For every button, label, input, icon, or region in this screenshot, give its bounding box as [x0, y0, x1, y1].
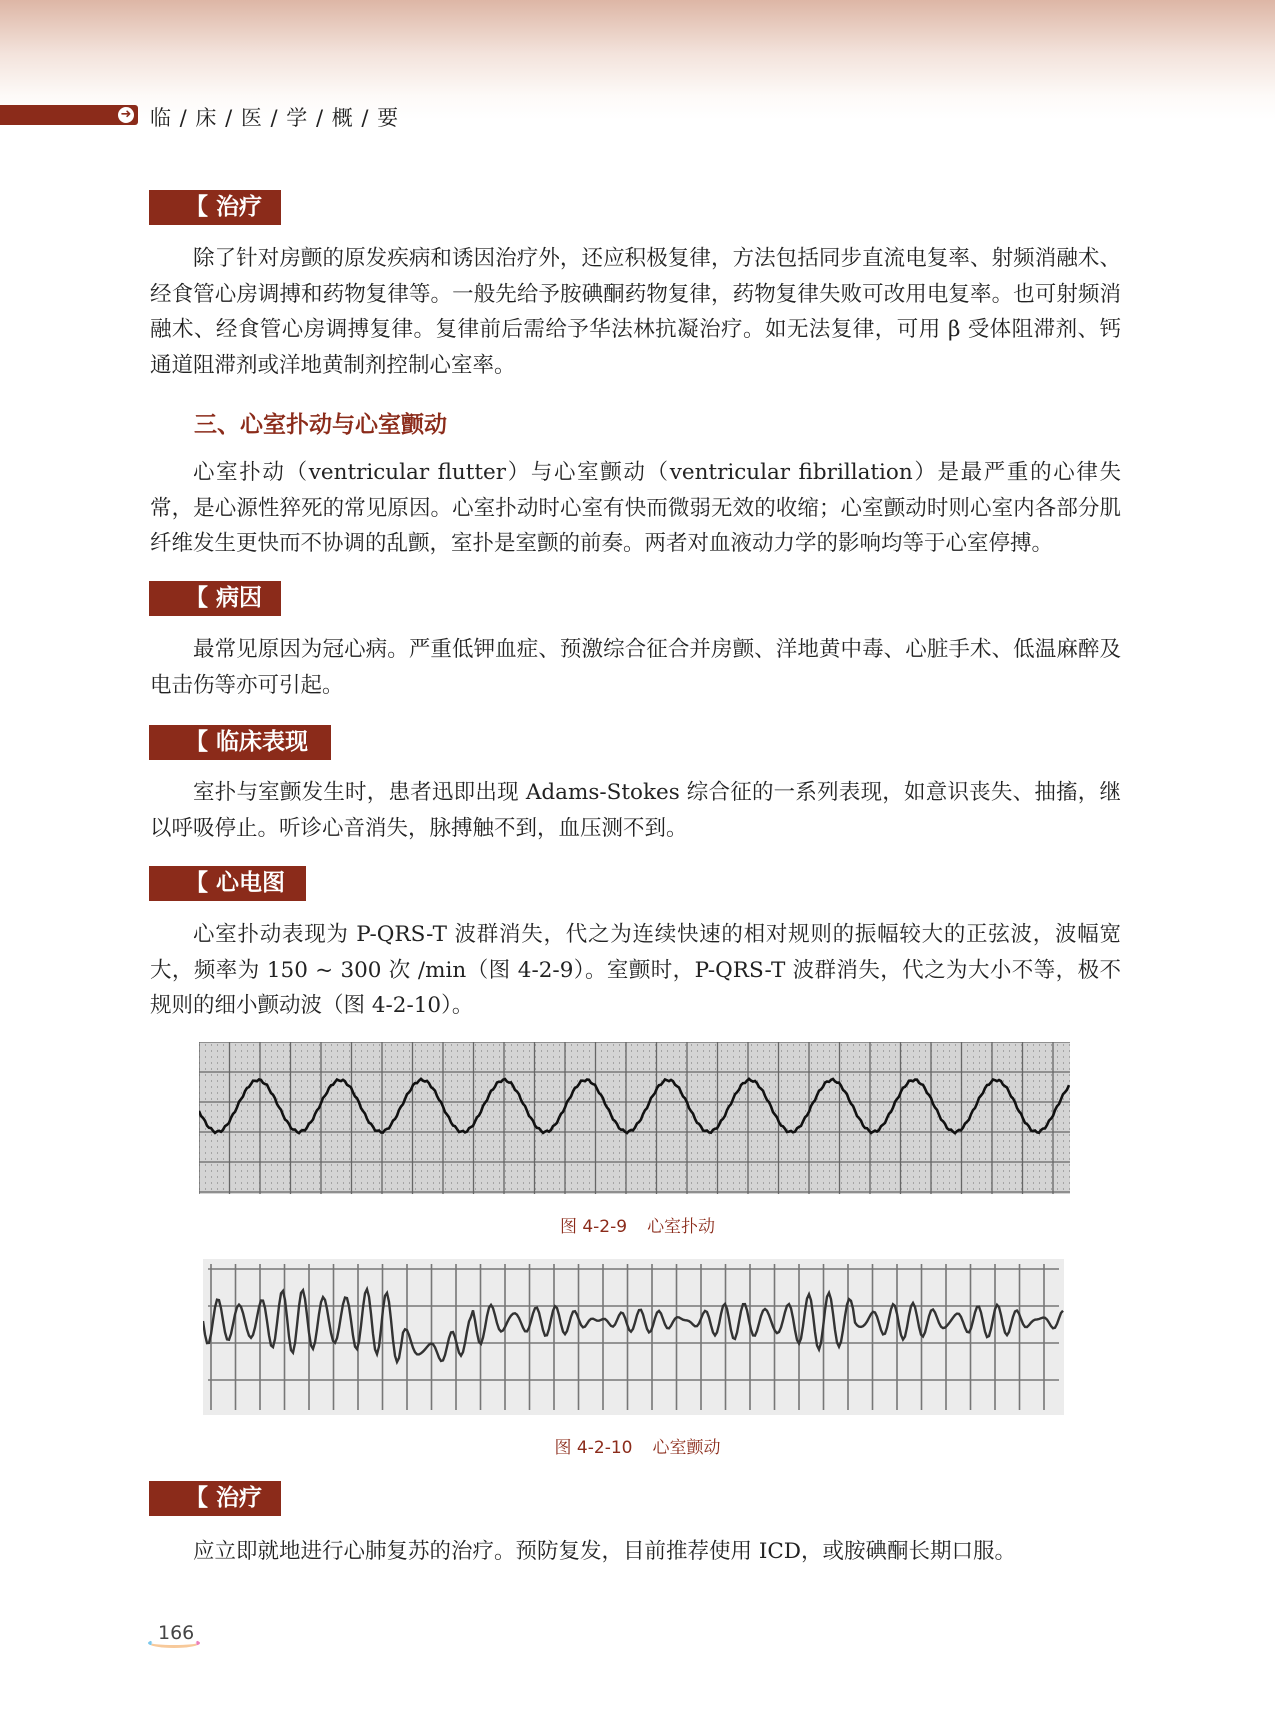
ecg-ventricular-flutter-figure — [199, 1042, 1070, 1194]
figure-number: 图 4-2-9 — [559, 1217, 628, 1237]
ecg-paragraph: 心室扑动表现为 P-QRS-T 波群消失，代之为连续快速的相对规则的振幅较大的正弦波，波幅宽大，频率为 150 ~ 300 次 /min（图 4-2-9）。室颤时，P-QRS-T 波群消失，代之为大小不等，极不规则的细小颤动波（图 4-2-10）。 — [150, 922, 1121, 1018]
section-tag-treatment-2: 【 治疗 】 — [149, 1481, 281, 1516]
ecg-ventricular-fibrillation-figure — [203, 1259, 1064, 1415]
clinical-paragraph: 室扑与室颤发生时，患者迅即出现 Adams-Stokes 综合征的一系列表现，如意识丧失、抽搐，继以呼吸停止。听诊心音消失，脉搏触不到，血压测不到。 — [150, 780, 1121, 841]
treatment2-paragraph: 应立即就地进行心肺复苏的治疗。预防复发，目前推荐使用 ICD，或胺碘酮长期口服。 — [193, 1539, 1017, 1564]
section-heading: 三、心室扑动与心室颤动 — [194, 412, 447, 438]
figure-caption-2 — [0, 1433, 1275, 1458]
page-number: 166 — [148, 1622, 202, 1652]
intro-paragraph: 心室扑动（ventricular flutter）与心室颤动（ventricular fibrillation）是最严重的心律失常，是心源性猝死的常见原因。心室扑动时心室有快而微弱无效的收缩；心室颤动时则心室内各部分肌纤维发生更快而不协调的乱颤，室扑是室颤的前奏。两者对血液动力学的影响均等于心室停搏。 — [150, 460, 1121, 556]
treatment-paragraph: 除了针对房颤的原发疾病和诱因治疗外，还应积极复律，方法包括同步直流电复率、射频消融术、经食管心房调搏和药物复律等。一般先给予胺碘酮药物复律，药物复律失败可改用电复率。也可射频消融术、经食管心房调搏复律。复律前后需给予华法林抗凝治疗。如无法复律，可用 β 受体阻滞剂、钙通道阻滞剂或洋地黄制剂控制心室率。 — [150, 246, 1121, 378]
section-tag-treatment: 【 治疗 】 — [149, 190, 281, 225]
header-bar — [0, 105, 138, 125]
section-tag-etiology: 【 病因 】 — [149, 581, 281, 616]
section-tag-ecg: 【 心电图 】 — [149, 866, 306, 901]
arrow-right-circle-icon: ➜ — [118, 107, 134, 123]
figure-title: 心室扑动 — [647, 1217, 716, 1237]
section-tag-clinical: 【 临床表现 】 — [149, 725, 331, 760]
figure-title: 心室颤动 — [652, 1438, 721, 1458]
figure-caption-1 — [0, 1212, 1275, 1237]
figure-number: 图 4-2-10 — [554, 1438, 633, 1458]
book-title: 临 / 床 / 医 / 学 / 概 / 要 — [150, 106, 400, 130]
etiology-paragraph: 最常见原因为冠心病。严重低钾血症、预激综合征合并房颤、洋地黄中毒、心脏手术、低温麻醉及电击伤等亦可引起。 — [150, 637, 1121, 698]
